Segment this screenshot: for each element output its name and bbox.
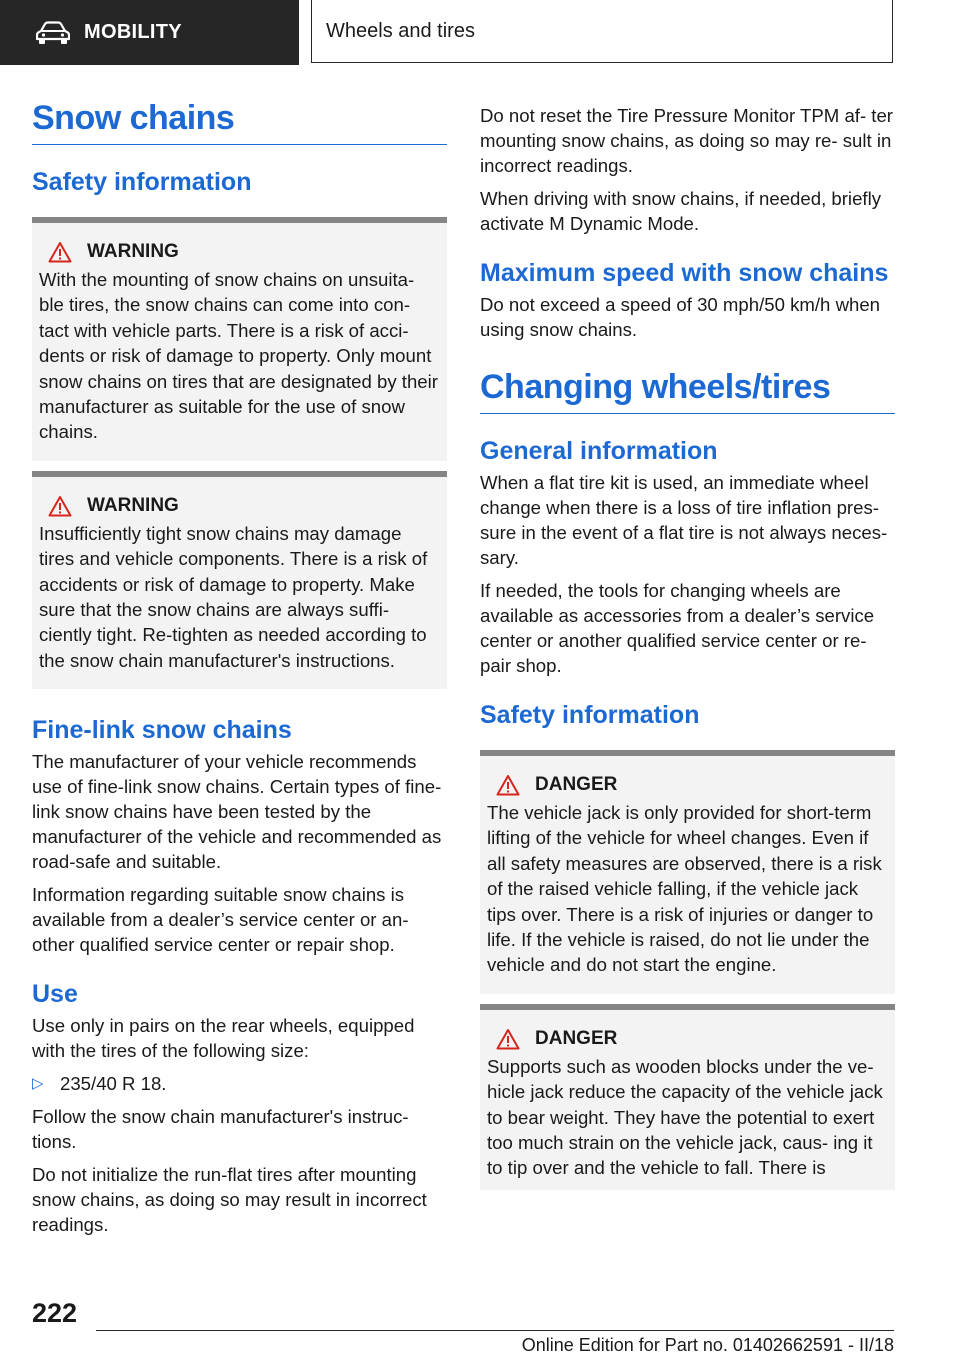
footer-rule [96,1330,894,1331]
chapter-label: Wheels and tires [326,19,475,42]
paragraph: Do not reset the Tire Pressure Monitor TPM af- ter mounting snow chains, as doing so may re- sult in incorrect readings. [480,105,894,176]
heading-fine-link-snow-chains: Fine-link snow chains [32,716,292,745]
danger-label: DANGER [535,774,618,795]
paragraph: Do not exceed a speed of 30 mph/50 km/h when using snow chains. [480,294,881,340]
paragraph: Follow the snow chain manufacturer's instruc- tions. [32,1106,409,1153]
danger-box-1 [480,750,895,994]
paragraph: The manufacturer of your vehicle recommends use of fine-link snow chains. Certain types of fine-link snow chains have been tested by the manufacturer of the vehicle and recommended as road-safe and suitable. [32,751,442,873]
heading-general-information: General information [480,437,718,465]
heading-maximum-speed: Maximum speed with snow chains [480,259,889,287]
warning-triangle-icon [48,241,72,263]
warning-label: WARNING [87,494,179,516]
paragraph: When driving with snow chains, if needed, briefly activate M Dynamic Mode. [480,188,882,234]
warning-text: With the mounting of snow chains on unsuita- ble tires, the snow chains can come into con- tact with vehicle parts. There is a risk of acci- dents or risk of damage to property. Only mount snow chains on tires that are designated by their manufacturer as suitable for the use of snow chains. [39,269,438,443]
warning-label: WARNING [87,241,179,262]
section-label: MOBILITY [84,21,182,43]
warning-triangle-icon [48,495,72,517]
footer-edition: Online Edition for Part no. 01402662591 - II/18 [521,1335,894,1355]
warning-text: Insufficiently tight snow chains may damage tires and vehicle components. There is a risk of accidents or risk of damage to property. Make sure that the snow chains are always suffi- ciently tight. Re-tighten as needed according to the snow chain manufacturer's instructions. [39,522,428,671]
paragraph: Do not initialize the run-flat tires after mounting snow chains, as doing so may result in incorrect readings. [32,1164,427,1236]
warning-header [39,493,439,519]
danger-header [487,1026,887,1052]
heading-safety-information: Safety information [32,168,252,196]
heading-use: Use [32,980,78,1009]
car-icon [36,21,70,45]
warning-box-2 [32,471,447,689]
danger-text: Supports such as wooden blocks under the ve- hicle jack reduce the capacity of the vehicle jack to bear weight. They have the potential to exert too much strain on the vehicle jack, caus- ing it to tip over and the vehicle to fall. There is [487,1055,883,1179]
danger-text: The vehicle jack is only provided for short-term lifting of the vehicle for wheel changes. Even if all safety measures are observed, there is a risk of the raised vehicle falling, if the vehicle jack tips over. There is a risk of injuries or danger to life. If the vehicle is raised, do not lie under the vehicle and do not start the engine. [487,802,882,976]
warning-triangle-icon [496,774,520,796]
section-tab [0,0,299,65]
paragraph: When a flat tire kit is used, an immediate wheel change when there is a loss of tire inflation pres- sure in the event of a flat tire is not always neces- sary. [480,472,888,568]
danger-header [487,772,887,798]
warning-box-1 [32,217,447,461]
paragraph: Use only in pairs on the rear wheels, equipped with the tires of the following size: [32,1015,415,1062]
warning-header [39,239,439,265]
page-number: 222 [32,1298,78,1328]
list-item-text: 235/40 R 18. [60,1073,167,1095]
right-column [480,103,895,1190]
page-title-snow-chains: Snow chains [32,95,447,145]
list-item [32,1071,447,1096]
paragraph: If needed, the tools for changing wheels are available as accessories from a dealer’s service center or another qualified service center or re- pair shop. [480,580,875,676]
danger-label: DANGER [535,1027,618,1049]
paragraph: Information regarding suitable snow chains is available from a dealer’s service center or an- other qualified service center or repair shop. [32,884,409,956]
danger-box-2 [480,1004,895,1190]
heading-safety-information: Safety information [480,701,700,729]
triangle-bullet-icon: ▷ [32,1075,44,1093]
chapter-title [311,0,893,63]
warning-triangle-icon [496,1028,520,1050]
left-column [32,95,447,1245]
page-title-changing-wheels: Changing wheels/tires [480,364,895,414]
